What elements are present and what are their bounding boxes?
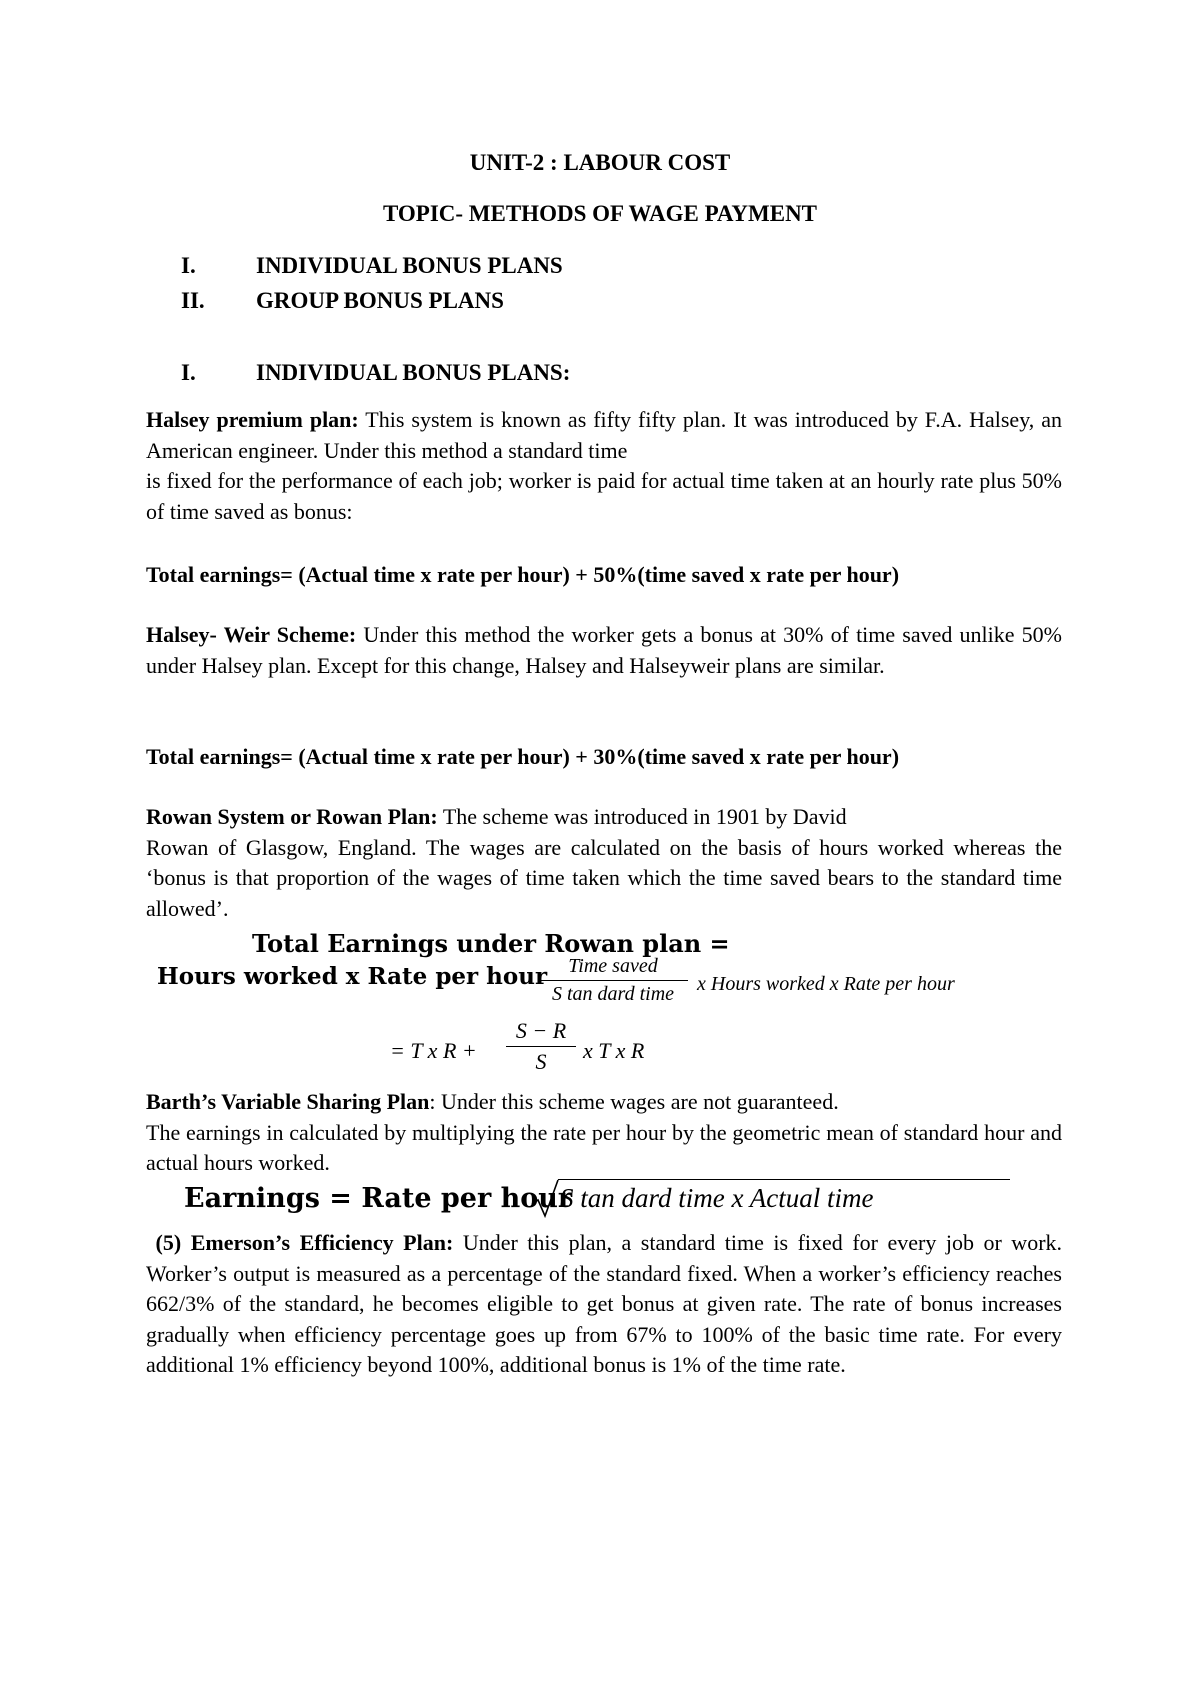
rowan-text-1: The scheme was introduced in 1901 by David bbox=[437, 804, 847, 829]
outline-item-label: GROUP BONUS PLANS bbox=[256, 288, 504, 313]
halsey-weir-term: Halsey- Weir Scheme: bbox=[146, 622, 357, 647]
section-number: I. bbox=[181, 360, 196, 385]
halsey-weir-text: Under this method the worker gets a bonus at 30% of time saved unlike 50% under Halsey plan. Except for this change, Halsey and Halseyweir plans are similar. bbox=[146, 622, 1062, 678]
halsey-formula-label: Total earnings= bbox=[146, 562, 293, 587]
barth-paragraph bbox=[146, 1087, 1062, 1179]
emerson-paragraph bbox=[146, 1228, 1062, 1381]
halsey-weir-formula-body: (Actual time x rate per hour) + 30%(time saved x rate per hour) bbox=[292, 744, 900, 769]
emerson-term: Emerson’s Efficiency Plan: bbox=[190, 1230, 454, 1255]
outline-item-number: I. bbox=[181, 253, 196, 278]
rowan-fraction bbox=[538, 955, 688, 1006]
rowan-equation-prefix: = T x R + bbox=[390, 1038, 477, 1063]
section-heading bbox=[181, 360, 570, 386]
halsey-paragraph bbox=[146, 405, 1062, 527]
halsey-text-1: This system is known as fifty fifty plan. It was introduced by F.A. Halsey, an American engineer. Under this method a standard time bbox=[146, 407, 1062, 463]
rowan-fraction-denominator: S tan dard time bbox=[551, 983, 675, 1005]
section-label: INDIVIDUAL BONUS PLANS: bbox=[256, 360, 571, 385]
outline-item-number: II. bbox=[181, 288, 205, 313]
barth-text-1: : Under this scheme wages are not guaranteed. bbox=[429, 1089, 839, 1114]
barth-formula-radicand: S tan dard time x Actual time bbox=[560, 1183, 874, 1213]
emerson-prefix: (5) bbox=[146, 1230, 191, 1255]
unit-title: UNIT-2 : LABOUR COST bbox=[469, 150, 731, 175]
rowan-equation-numerator: S − R bbox=[515, 1018, 567, 1043]
square-root-icon bbox=[530, 1178, 562, 1220]
fraction-bar bbox=[538, 980, 688, 981]
barth-text-2: The earnings in calculated by multiplying the rate per hour by the geometric mean of standard hour and actual hours worked. bbox=[146, 1119, 1062, 1175]
halsey-weir-formula bbox=[146, 744, 899, 770]
halsey-weir-formula-label: Total earnings= bbox=[146, 744, 293, 769]
topic-title: TOPIC- METHODS OF WAGE PAYMENT bbox=[382, 201, 818, 226]
rowan-text-rest: Rowan of Glasgow, England. The wages are calculated on the basis of hours worked whereas the ‘bonus is that proportion of the wages of time taken which the time saved bears to the standard time allowed’. bbox=[146, 834, 1062, 921]
rowan-equation-denominator: S bbox=[535, 1049, 547, 1074]
halsey-weir-paragraph bbox=[146, 620, 1062, 681]
rowan-formula-title: Total Earnings under Rowan plan = bbox=[252, 929, 730, 958]
halsey-term: Halsey premium plan: bbox=[146, 407, 359, 432]
halsey-text-2: is fixed for the performance of each job; worker is paid for actual time taken at an hourly rate plus 50% of time saved as bonus: bbox=[146, 468, 1062, 524]
barth-formula-lhs: Earnings = Rate per hour bbox=[184, 1183, 573, 1214]
rowan-fraction-numerator: Time saved bbox=[568, 955, 658, 977]
outline-item-label: INDIVIDUAL BONUS PLANS bbox=[256, 253, 563, 278]
outline-item bbox=[181, 253, 563, 279]
outline-item bbox=[181, 288, 504, 314]
fraction-bar bbox=[506, 1046, 576, 1047]
emerson-text: Under this plan, a standard time is fixed for every job or work. Worker’s output is measured as a percentage of the standard fixed. When a worker’s efficiency reaches 662/3% of the standard, he becomes eligible to get bonus at given rate. The rate of bonus increases gradually when efficiency percentage goes up from 67% to 100% of the basic time rate. For every additional 1% efficiency beyond 100%, additional bonus is 1% of the time rate. bbox=[146, 1230, 1063, 1377]
halsey-formula-body: (Actual time x rate per hour) + 50%(time saved x rate per hour) bbox=[292, 562, 900, 587]
square-root-bar bbox=[558, 1179, 1010, 1180]
rowan-equation-suffix: x T x R bbox=[583, 1038, 645, 1063]
rowan-equation-fraction bbox=[506, 1018, 576, 1075]
rowan-paragraph bbox=[146, 802, 1062, 924]
halsey-formula bbox=[146, 562, 899, 588]
rowan-formula-lhs: Hours worked x Rate per hour bbox=[157, 963, 548, 990]
rowan-term: Rowan System or Rowan Plan: bbox=[146, 804, 438, 829]
barth-term: Barth’s Variable Sharing Plan bbox=[146, 1089, 430, 1114]
rowan-formula-rhs: x Hours worked x Rate per hour bbox=[697, 973, 955, 995]
